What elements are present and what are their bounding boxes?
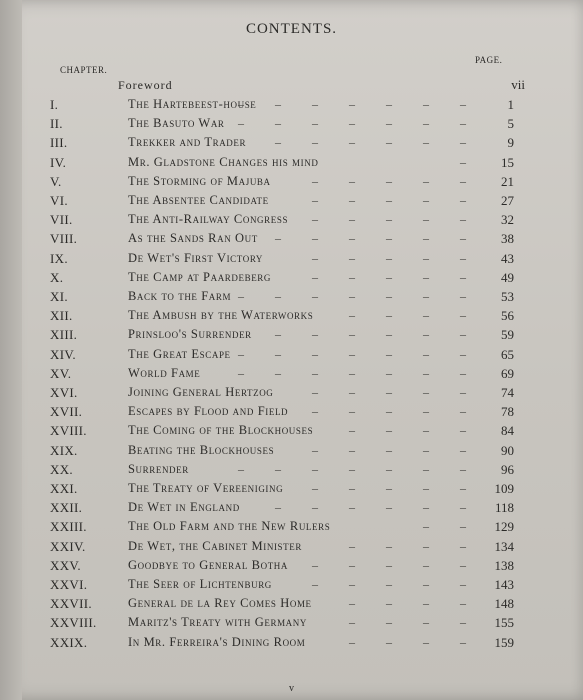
table-row [0,613,583,632]
leader-dashes: – – – – – [312,557,480,572]
chapter-title: The Camp at Paardeberg [128,269,272,284]
leader-dashes: – – – – – [312,385,480,399]
chapter-page-number: 38 [501,231,514,247]
chapter-page-number: 27 [501,193,514,208]
leader-dashes: – – – – – [312,577,480,591]
leader-dashes: – – – – – – [275,135,480,150]
folio-number: v [289,683,294,694]
leader-dashes: – – – – – [312,173,480,188]
chapter-number: III. [50,135,68,151]
chapter-number: XVII. [50,404,83,420]
chapter-number: XXVI. [50,577,88,592]
table-row [0,633,583,652]
chapter-number: XIII. [50,327,78,343]
table-row [0,229,583,248]
chapter-title: Beating the Blockhouses [128,442,275,457]
chapter-number: XIV. [50,346,76,362]
table-row [0,210,583,229]
chapter-title: Trekker and Trader [128,135,247,150]
table-row [0,249,583,268]
table-row [0,95,583,114]
chapter-page-number: 129 [494,519,514,535]
chapter-title: The Treaty of Vereeniging [128,481,284,495]
chapter-page-number: 148 [494,596,514,612]
leader-dashes: – – – – – – [275,231,480,246]
chapter-page-number: 1 [507,97,514,112]
chapter-page-number: 49 [501,269,514,285]
chapter-number: XVIII. [50,423,87,439]
leader-dashes: – – – – – [312,193,480,207]
page-column-heading: PAGE. [475,55,503,65]
chapter-page-number: 159 [494,634,514,650]
chapter-page-number: 69 [501,365,514,381]
chapter-number: XXVII. [50,596,92,612]
table-row [0,421,583,440]
chapter-number: II. [50,116,63,132]
chapter-column-heading: CHAPTER. [60,65,108,75]
leader-dashes: – – [423,519,480,534]
chapter-title: The Coming of the Blockhouses [128,423,314,438]
chapter-title: The Storming of Majuba [128,173,271,188]
chapter-number: XX. [50,461,73,477]
chapter-title: Joining General Hertzog [128,385,274,399]
chapter-title: Escapes by Flood and Field [128,404,289,419]
chapter-number: IX. [50,250,68,266]
chapter-page-number: 118 [494,500,514,516]
leader-dashes: – – – – – [312,481,480,495]
leader-dashes: – – – – [349,596,480,611]
chapter-page-number: 9 [507,135,514,151]
leader-dashes: – – – – – – – [238,461,480,476]
table-row [0,172,583,191]
foreword-title: Foreword [118,78,173,92]
leader-dashes: – – – – [349,615,480,630]
chapter-title: As the Sands Ran Out [128,231,258,246]
chapter-title: The Anti-Railway Congress [128,212,289,227]
chapter-page-number: 43 [501,250,514,266]
chapter-number: V. [50,173,62,189]
leader-dashes: – – – – – – – [238,116,480,131]
chapter-page-number: 134 [494,538,514,554]
chapter-title: De Wet's First Victory [128,250,264,265]
leader-dashes: – – – – – – – [238,289,480,303]
chapter-number: I. [50,97,59,112]
chapter-number: VII. [50,212,73,228]
chapter-page-number: 65 [501,346,514,362]
chapter-number: VI. [50,193,68,208]
chapter-title: Maritz's Treaty with Germany [128,615,307,630]
leader-dashes: – – – – [349,538,480,553]
leader-dashes: – – – – – – – [238,97,480,111]
chapter-title: The Seer of Lichtenburg [128,577,272,591]
chapter-page-number: 56 [501,308,514,324]
chapter-number: X. [50,269,64,285]
table-row [0,364,583,383]
leader-dashes: – – – – – [312,250,480,265]
chapter-title: The Basuto War [128,116,225,131]
chapter-title: Back to the Farm [128,289,232,303]
chapter-page-number: 59 [501,327,514,343]
table-row [0,268,583,287]
chapter-title: The Old Farm and the New Rulers [128,519,331,534]
chapter-number: XXIII. [50,519,87,535]
chapter-title: De Wet in England [128,500,240,515]
chapter-title: The Absentee Candidate [128,193,269,207]
table-row [0,594,583,613]
table-row [0,556,583,575]
chapter-page-number: 90 [501,442,514,458]
table-row [0,575,583,594]
chapter-number: XXI. [50,481,78,496]
leader-dashes: – – – – [349,423,480,438]
chapter-number: VIII. [50,231,78,247]
chapter-number: XII. [50,308,73,324]
chapter-page-number: 109 [494,481,514,496]
chapter-page-number: 15 [501,154,514,170]
leader-dashes: – – – – – [312,404,480,419]
leader-dashes: – – – – – – – [238,365,480,380]
foreword-page-number: vii [511,77,525,92]
chapter-number: XVI. [50,385,78,400]
leader-dashes: – – – – – – [275,327,480,342]
chapter-page-number: 96 [501,461,514,477]
chapter-number: XXII. [50,500,83,516]
chapter-title: De Wet, the Cabinet Minister [128,538,302,553]
chapter-page-number: 84 [501,423,514,439]
chapter-number: IV. [50,154,67,170]
table-row [0,402,583,421]
leader-dashes: – – – – – – [275,500,480,515]
chapter-title: Prinsloo's Surrender [128,327,252,342]
table-row [0,441,583,460]
chapter-title: The Ambush by the Waterworks [128,308,314,323]
chapter-page-number: 21 [501,173,514,189]
table-row [0,306,583,325]
chapter-page-number: 74 [501,385,514,400]
chapter-title: Goodbye to General Botha [128,557,288,572]
chapter-title: The Great Escape [128,346,231,361]
leader-dashes: – – – – – [312,212,480,227]
chapter-page-number: 53 [501,289,514,304]
chapter-page-number: 5 [507,116,514,132]
chapter-title: World Fame [128,365,201,380]
table-row [0,537,583,556]
chapter-title: In Mr. Ferreira's Dining Room [128,634,306,649]
chapter-page-number: 78 [501,404,514,420]
chapter-number: XI. [50,289,68,304]
chapter-title: Surrender [128,461,189,476]
leader-dashes: – [460,154,480,169]
chapter-number: XIX. [50,442,78,458]
table-row [0,325,583,344]
leader-dashes: – – – – [349,308,480,323]
table-row [0,114,583,133]
leader-dashes: – – – – – – – [238,346,480,361]
table-row [0,191,583,210]
table-row [0,498,583,517]
leader-dashes: – – – – – [312,269,480,284]
chapter-page-number: 32 [501,212,514,228]
chapter-number: XXV. [50,557,81,573]
chapter-number: XV. [50,365,72,381]
chapter-number: XXIX. [50,634,88,650]
chapter-title: General de la Rey Comes Home [128,596,312,611]
table-row [0,517,583,536]
chapter-number: XXVIII. [50,615,97,631]
leader-dashes: – – – – [349,634,480,649]
chapter-title: The Hartebeest-house [128,97,257,111]
chapter-page-number: 143 [494,577,514,592]
table-row [0,133,583,152]
table-row [0,345,583,364]
leader-dashes: – – – – – [312,442,480,457]
table-row [0,460,583,479]
chapter-page-number: 138 [494,557,514,573]
table-row [0,383,583,402]
page-title: CONTENTS. [245,21,338,37]
table-row [0,479,583,498]
chapter-title: Mr. Gladstone Changes his mind [128,154,319,169]
table-row [0,287,583,306]
table-row [0,153,583,172]
chapter-page-number: 155 [494,615,514,631]
chapter-number: XXIV. [50,538,86,554]
